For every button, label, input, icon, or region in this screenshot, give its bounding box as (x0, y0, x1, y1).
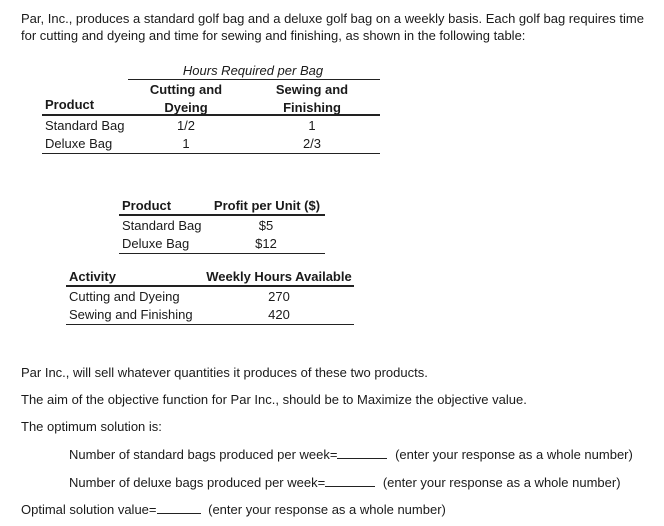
table-row-activity: Sewing and Finishing (69, 307, 193, 322)
deluxe-bags-label: Number of deluxe bags produced per week= (69, 475, 326, 490)
hours-group-rule (128, 79, 380, 80)
table-row-hours: 420 (268, 307, 290, 322)
col-product-header: Product (122, 198, 172, 213)
col-product-header: Product (45, 97, 95, 112)
table-row-hours: 270 (268, 289, 290, 304)
hours-group-header: Hours Required per Bag (182, 63, 324, 78)
statement-objective: The aim of the objective function for Par Inc., should be to Maximize the objective value. (21, 392, 527, 407)
optimal-value-answer-blank[interactable] (157, 501, 201, 514)
availability-header-rule (66, 285, 354, 287)
col-profit-header: Profit per Unit ($) (213, 198, 321, 213)
col-sewing-line2: Finishing (283, 100, 341, 115)
hours-bottom-rule (42, 153, 380, 154)
col-sewing-header (250, 81, 374, 117)
table-row-sewing: 2/3 (302, 136, 322, 151)
table-row-product: Standard Bag (45, 118, 125, 133)
table-row-cutting: 1/2 (176, 118, 196, 133)
col-cutting-header (128, 81, 244, 117)
profit-bottom-rule (119, 253, 325, 254)
optimal-value-label: Optimal solution value= (21, 502, 157, 517)
availability-bottom-rule (66, 324, 354, 325)
table-row-product: Deluxe Bag (122, 236, 190, 251)
table-row-profit: $12 (255, 236, 277, 251)
col-sewing-line1: Sewing and (275, 82, 349, 97)
question-optimal-value (21, 501, 446, 517)
question-deluxe-bags (69, 474, 621, 490)
question-standard-bags (69, 446, 633, 462)
profit-header-rule (119, 214, 325, 216)
optimum-label: The optimum solution is: (21, 419, 162, 434)
col-activity-header: Activity (69, 269, 116, 284)
table-row-product: Deluxe Bag (45, 136, 113, 151)
optimal-value-hint: (enter your response as a whole number) (208, 502, 446, 517)
col-cutting-line1: Cutting and (149, 82, 223, 97)
col-hours-header: Weekly Hours Available (206, 269, 352, 284)
standard-bags-hint: (enter your response as a whole number) (395, 447, 633, 462)
table-row-product: Standard Bag (122, 218, 202, 233)
table-row-profit: $5 (258, 218, 274, 233)
standard-bags-label: Number of standard bags produced per week= (69, 447, 338, 462)
table-row-activity: Cutting and Dyeing (69, 289, 180, 304)
table-row-sewing: 1 (308, 118, 316, 133)
intro-text: Par, Inc., produces a standard golf bag and a deluxe golf bag on a weekly basis. Each golf bag requires time for cutting and dyeing and time for sewing and finishing, as shown in the following table: (21, 11, 644, 43)
table-row-cutting: 1 (182, 136, 190, 151)
deluxe-bags-answer-blank[interactable] (325, 474, 375, 487)
hours-header-rule (42, 114, 380, 116)
deluxe-bags-hint: (enter your response as a whole number) (382, 475, 621, 490)
col-cutting-line2: Dyeing (164, 100, 208, 115)
statement-sell: Par Inc., will sell whatever quantities it produces of these two products. (21, 365, 428, 380)
standard-bags-answer-blank[interactable] (337, 446, 387, 459)
